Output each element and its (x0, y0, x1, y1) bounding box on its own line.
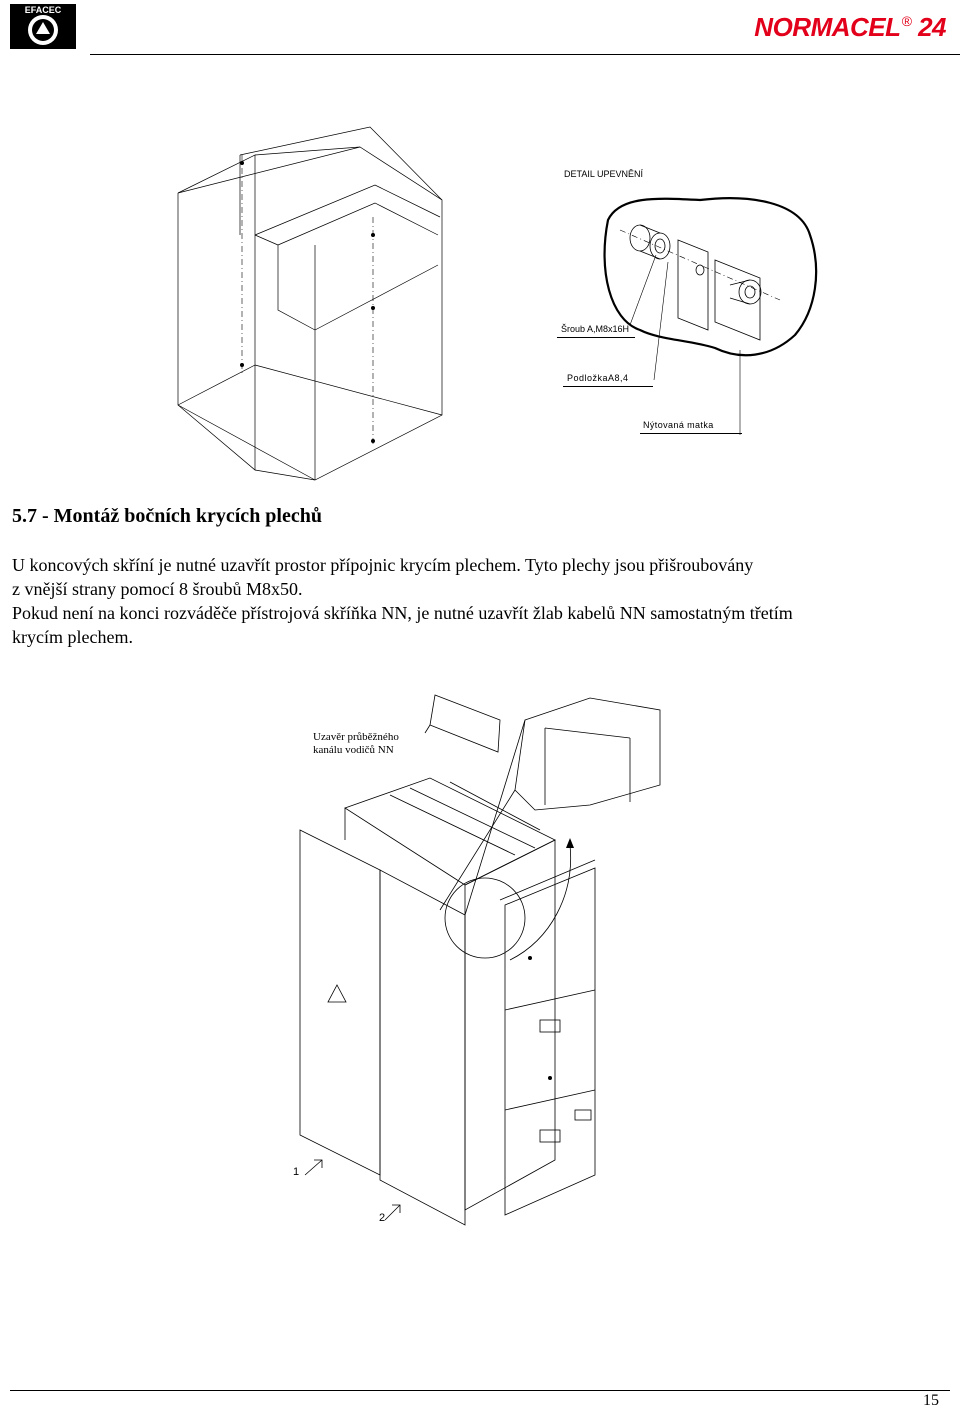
leader-washer-underline (563, 386, 653, 387)
brand-title (754, 12, 946, 43)
header-rule (90, 54, 960, 55)
figure2-label (313, 731, 399, 757)
marker-2: 2 (379, 1212, 386, 1224)
efacec-logo (10, 4, 76, 49)
detail-title: DETAIL UPEVNĚNÍ (564, 169, 644, 179)
leader-screw-underline (557, 337, 635, 338)
label-nut: Nýtovaná matka (643, 420, 714, 430)
leader-nut-underline (640, 433, 742, 434)
paragraph-line-4: krycím plechem. (12, 627, 133, 647)
page-number: 15 (923, 1392, 939, 1409)
brand-registered-mark: ® (901, 13, 912, 29)
paragraph-line-2: z vnější strany pomocí 8 šroubů M8x50. (12, 579, 303, 599)
paragraph-line-3: Pokud není na konci rozváděče přístrojová skříňka NN, je nutné uzavřít žlab kabelů NN samostatným třetím (12, 603, 793, 623)
cabinet-wireframe-figure (170, 125, 450, 485)
label-washer: PodložkaA8,4 (567, 373, 629, 383)
switchgear-assembly-figure (290, 690, 670, 1250)
marker-1: 1 (293, 1166, 300, 1178)
logo-text: EFACEC (24, 5, 62, 15)
brand-name: NORMACEL (754, 12, 901, 42)
paragraph-line-1: U koncových skříní je nutné uzavřít prostor přípojnic krycím plechem. Tyto plechy jsou přišroubovány (12, 555, 754, 575)
section-heading: 5.7 - Montáž bočních krycích plechů (12, 505, 322, 527)
figure2-label-line-1: Uzavěr průběžného (313, 731, 399, 743)
label-screw: Šroub A,M8x16H (561, 324, 630, 334)
footer-rule (10, 1390, 950, 1391)
brand-number: 24 (918, 12, 946, 42)
figure2-label-line-2: kanálu vodičů NN (313, 744, 394, 756)
fastening-detail-figure (600, 190, 830, 380)
